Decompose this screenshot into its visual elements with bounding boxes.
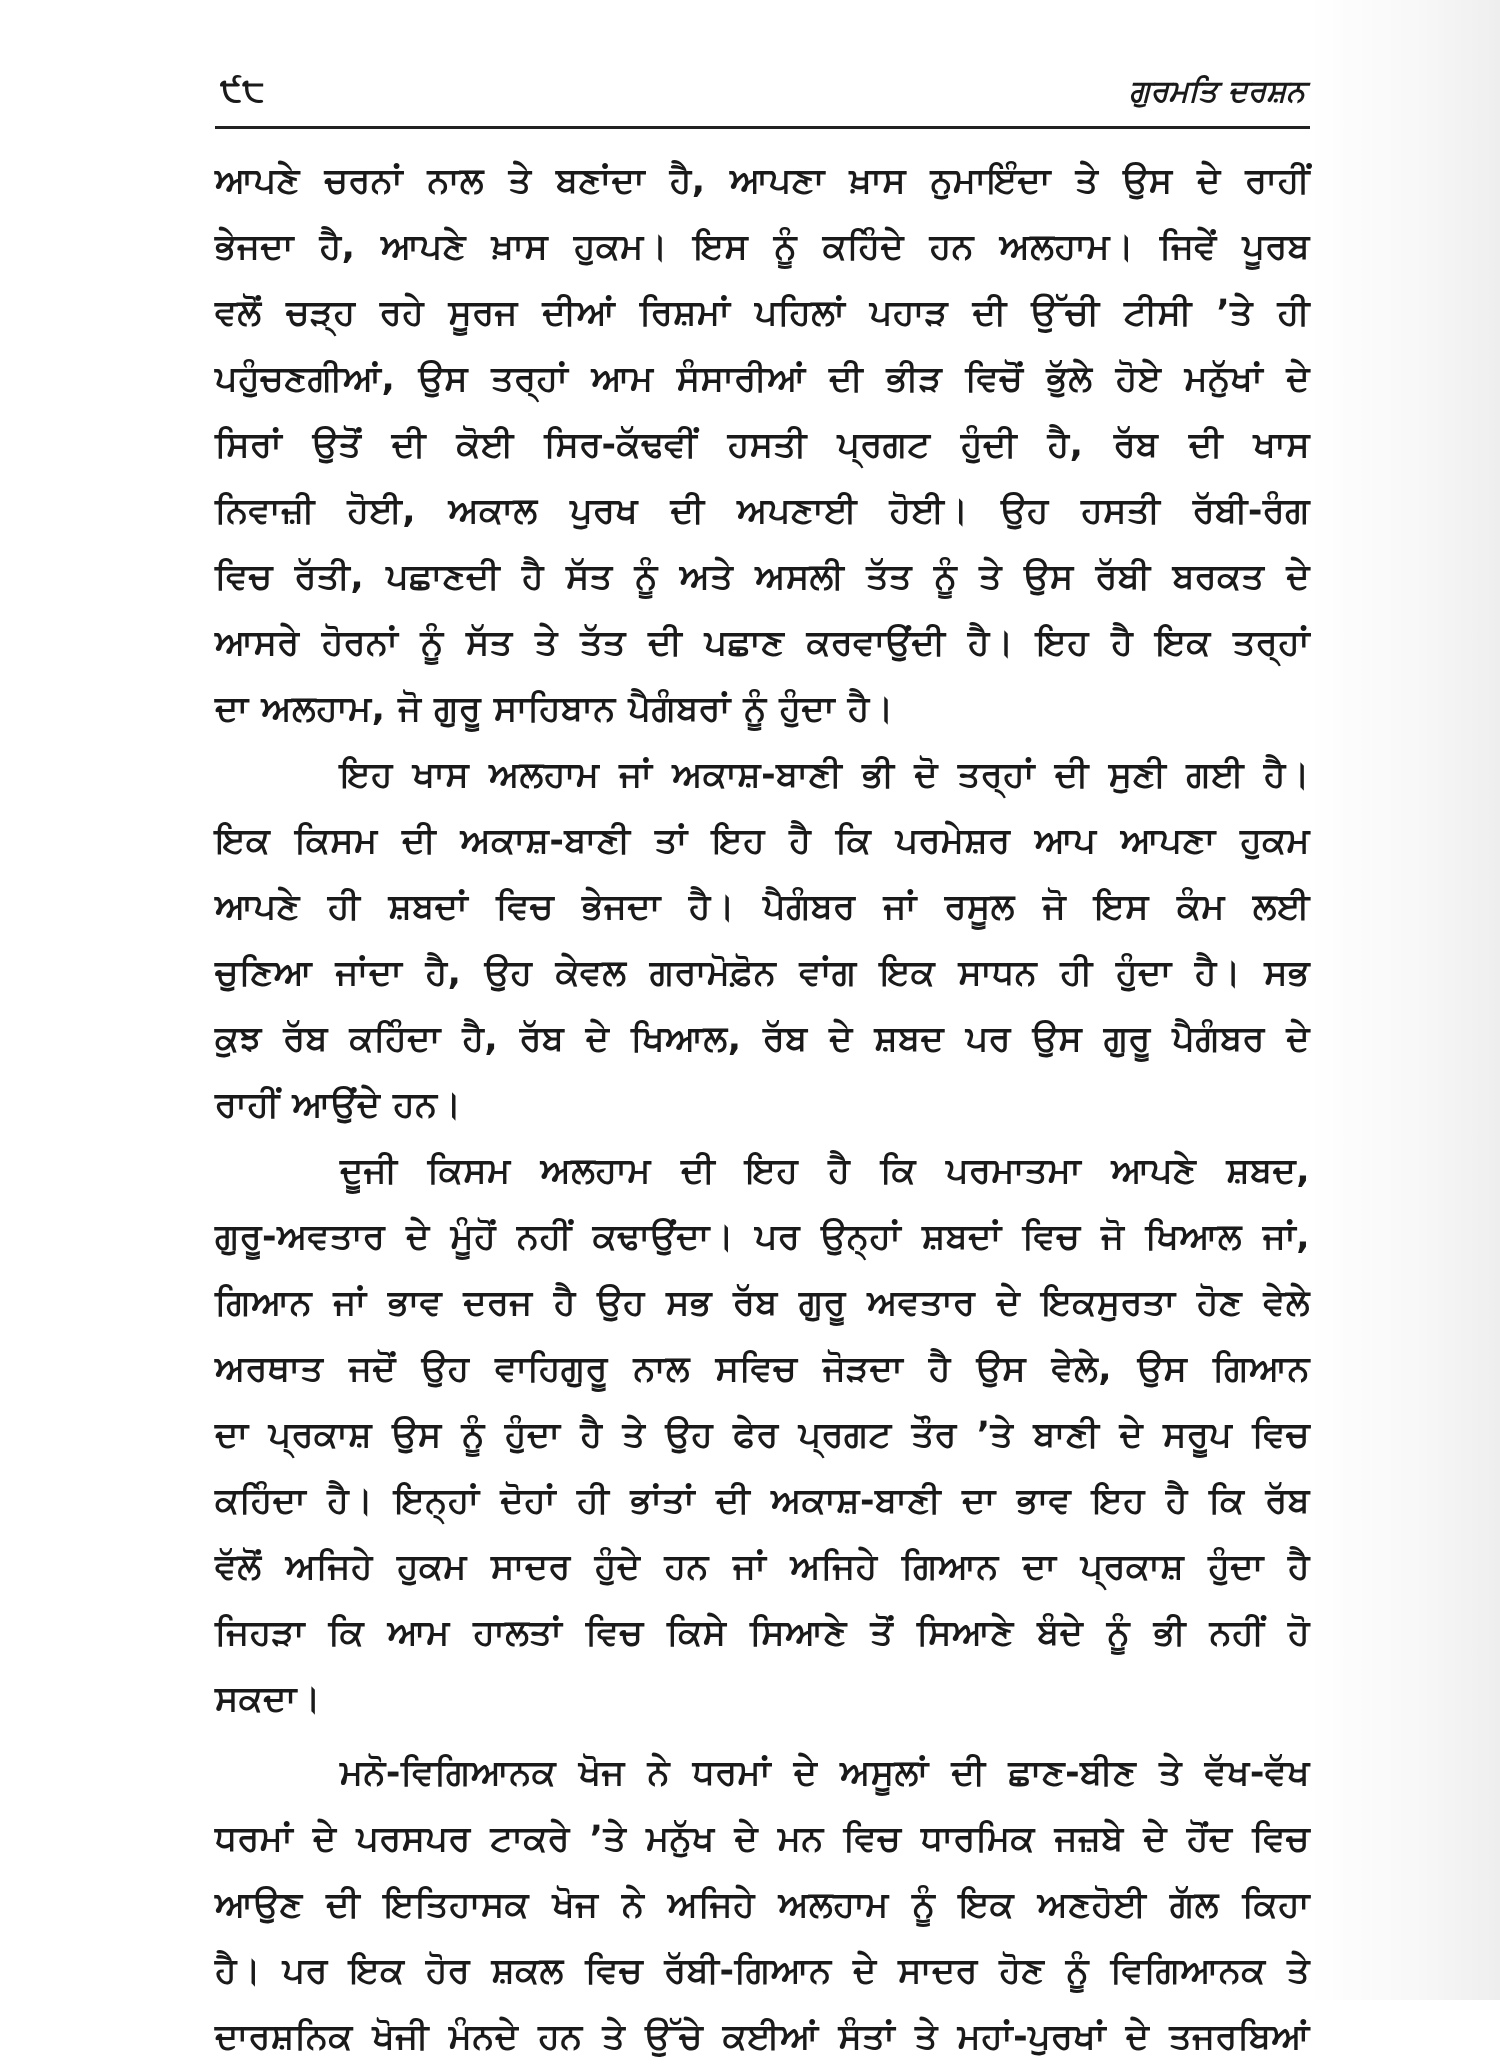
body-text [215, 148, 1310, 2070]
text-line: ਦਾ ਪ੍ਰਕਾਸ਼ ਉਸ ਨੂੰ ਹੁੰਦਾ ਹੈ ਤੇ ਉਹ ਫੇਰ ਪ੍ਰਗਟ ਤੌਰ ’ਤੇ ਬਾਣੀ ਦੇ ਸਰੂਪ ਵਿਚ [215, 1415, 1310, 1455]
paragraph-1 [215, 148, 1310, 742]
text-line: ਪਹੁੰਚਣਗੀਆਂ, ਉਸ ਤਰ੍ਹਾਂ ਆਮ ਸੰਸਾਰੀਆਂ ਦੀ ਭੀੜ ਵਿਚੋਂ ਭੁੱਲੇ ਹੋਏ ਮਨੁੱਖਾਂ ਦੇ [215, 359, 1310, 399]
text-line: ਦਾਰਸ਼ਨਿਕ ਖੋਜੀ ਮੰਨਦੇ ਹਨ ਤੇ ਉੱਚੇ ਕਈਆਂ ਸੰਤਾਂ ਤੇ ਮਹਾਂ-ਪੁਰਖਾਂ ਦੇ ਤਜਰਬਿਆਂ [215, 2017, 1310, 2057]
text-line: ਕੁਝ ਰੱਬ ਕਹਿੰਦਾ ਹੈ, ਰੱਬ ਦੇ ਖਿਆਲ, ਰੱਬ ਦੇ ਸ਼ਬਦ ਪਰ ਉਸ ਗੁਰੂ ਪੈਗੰਬਰ ਦੇ [215, 1019, 1310, 1059]
text-line: ਆਸਰੇ ਹੋਰਨਾਂ ਨੂੰ ਸੱਤ ਤੇ ਤੱਤ ਦੀ ਪਛਾਣ ਕਰਵਾਉਂਦੀ ਹੈ। ਇਹ ਹੈ ਇਕ ਤਰ੍ਹਾਂ [215, 623, 1310, 663]
text-line: ਸਕਦਾ। [215, 1679, 321, 1719]
text-line: ਇਹ ਖਾਸ ਅਲਹਾਮ ਜਾਂ ਅਕਾਸ਼-ਬਾਣੀ ਭੀ ਦੋ ਤਰ੍ਹਾਂ ਦੀ ਸੁਣੀ ਗਈ ਹੈ। [340, 755, 1310, 795]
text-line: ਹੈ। ਪਰ ਇਕ ਹੋਰ ਸ਼ਕਲ ਵਿਚ ਰੱਬੀ-ਗਿਆਨ ਦੇ ਸਾਦਰ ਹੋਣ ਨੂੰ ਵਿਗਿਆਨਕ ਤੇ [215, 1951, 1310, 1991]
text-line: ਅਰਥਾਤ ਜਦੋਂ ਉਹ ਵਾਹਿਗੁਰੂ ਨਾਲ ਸਵਿਚ ਜੋੜਦਾ ਹੈ ਉਸ ਵੇਲੇ, ਉਸ ਗਿਆਨ [215, 1349, 1310, 1389]
text-line: ਚੁਣਿਆ ਜਾਂਦਾ ਹੈ, ਉਹ ਕੇਵਲ ਗਰਾਮੋਫ਼ੋਨ ਵਾਂਗ ਇਕ ਸਾਧਨ ਹੀ ਹੁੰਦਾ ਹੈ। ਸਭ [215, 953, 1310, 993]
paragraph-4 [215, 1740, 1310, 2070]
text-line: ਵਲੋਂ ਚੜ੍ਹ ਰਹੇ ਸੂਰਜ ਦੀਆਂ ਰਿਸ਼ਮਾਂ ਪਹਿਲਾਂ ਪਹਾੜ ਦੀ ਉੱਚੀ ਟੀਸੀ ’ਤੇ ਹੀ [215, 293, 1310, 333]
text-line: ਵੱਲੋਂ ਅਜਿਹੇ ਹੁਕਮ ਸਾਦਰ ਹੁੰਦੇ ਹਨ ਜਾਂ ਅਜਿਹੇ ਗਿਆਨ ਦਾ ਪ੍ਰਕਾਸ਼ ਹੁੰਦਾ ਹੈ [215, 1547, 1310, 1587]
text-line: ਦਾ ਅਲਹਾਮ, ਜੋ ਗੁਰੂ ਸਾਹਿਬਾਨ ਪੈਗੰਬਰਾਂ ਨੂੰ ਹੁੰਦਾ ਹੈ। [215, 689, 894, 729]
page-edge-shadow [1310, 0, 1500, 2000]
running-title: ਗੁਰਮਤਿ ਦਰਸ਼ਨ [1129, 74, 1305, 109]
text-line: ਆਪਣੇ ਚਰਨਾਂ ਨਾਲ ਤੇ ਬਣਾਂਦਾ ਹੈ, ਆਪਣਾ ਖ਼ਾਸ ਨੁਮਾਇੰਦਾ ਤੇ ਉਸ ਦੇ ਰਾਹੀਂ [215, 161, 1310, 201]
text-line: ਮਨੋ-ਵਿਗਿਆਨਕ ਖੋਜ ਨੇ ਧਰਮਾਂ ਦੇ ਅਸੂਲਾਂ ਦੀ ਛਾਣ-ਬੀਣ ਤੇ ਵੱਖ-ਵੱਖ [340, 1753, 1310, 1793]
text-line: ਰਾਹੀਂ ਆਉਂਦੇ ਹਨ। [215, 1085, 462, 1125]
text-line: ਦੂਜੀ ਕਿਸਮ ਅਲਹਾਮ ਦੀ ਇਹ ਹੈ ਕਿ ਪਰਮਾਤਮਾ ਆਪਣੇ ਸ਼ਬਦ, [340, 1151, 1310, 1191]
header-rule [215, 126, 1310, 129]
text-line: ਵਿਚ ਰੱਤੀ, ਪਛਾਣਦੀ ਹੈ ਸੱਤ ਨੂੰ ਅਤੇ ਅਸਲੀ ਤੱਤ ਨੂੰ ਤੇ ਉਸ ਰੱਬੀ ਬਰਕਤ ਦੇ [215, 557, 1310, 597]
text-line: ਧਰਮਾਂ ਦੇ ਪਰਸਪਰ ਟਾਕਰੇ ’ਤੇ ਮਨੁੱਖ ਦੇ ਮਨ ਵਿਚ ਧਾਰਮਿਕ ਜਜ਼ਬੇ ਦੇ ਹੋਂਦ ਵਿਚ [215, 1819, 1310, 1859]
text-line: ਇਕ ਕਿਸਮ ਦੀ ਅਕਾਸ਼-ਬਾਣੀ ਤਾਂ ਇਹ ਹੈ ਕਿ ਪਰਮੇਸ਼ਰ ਆਪ ਆਪਣਾ ਹੁਕਮ [215, 821, 1310, 861]
text-line: ਆਪਣੇ ਹੀ ਸ਼ਬਦਾਂ ਵਿਚ ਭੇਜਦਾ ਹੈ। ਪੈਗੰਬਰ ਜਾਂ ਰਸੂਲ ਜੋ ਇਸ ਕੰਮ ਲਈ [215, 887, 1310, 927]
text-line: ਸਿਰਾਂ ਉਤੋਂ ਦੀ ਕੋਈ ਸਿਰ-ਕੱਢਵੀਂ ਹਸਤੀ ਪ੍ਰਗਟ ਹੁੰਦੀ ਹੈ, ਰੱਬ ਦੀ ਖਾਸ [215, 425, 1310, 465]
text-line: ਨਿਵਾਜ਼ੀ ਹੋਈ, ਅਕਾਲ ਪੁਰਖ ਦੀ ਅਪਣਾਈ ਹੋਈ। ਉਹ ਹਸਤੀ ਰੱਬੀ-ਰੰਗ [215, 491, 1310, 531]
book-page [215, 60, 1310, 2057]
page-header [215, 60, 1310, 120]
text-line: ਭੇਜਦਾ ਹੈ, ਆਪਣੇ ਖ਼ਾਸ ਹੁਕਮ। ਇਸ ਨੂੰ ਕਹਿੰਦੇ ਹਨ ਅਲਹਾਮ। ਜਿਵੇਂ ਪੂਰਬ [215, 227, 1310, 267]
text-line: ਗੁਰੂ-ਅਵਤਾਰ ਦੇ ਮੂੰਹੋਂ ਨਹੀਂ ਕਢਾਉਂਦਾ। ਪਰ ਉਨ੍ਹਾਂ ਸ਼ਬਦਾਂ ਵਿਚ ਜੋ ਖਿਆਲ ਜਾਂ, [215, 1217, 1310, 1257]
text-line: ਕਹਿੰਦਾ ਹੈ। ਇਨ੍ਹਾਂ ਦੋਹਾਂ ਹੀ ਭਾਂਤਾਂ ਦੀ ਅਕਾਸ਼-ਬਾਣੀ ਦਾ ਭਾਵ ਇਹ ਹੈ ਕਿ ਰੱਬ [215, 1481, 1310, 1521]
page-number: ੯੮ [220, 70, 265, 110]
text-line: ਗਿਆਨ ਜਾਂ ਭਾਵ ਦਰਜ ਹੈ ਉਹ ਸਭ ਰੱਬ ਗੁਰੂ ਅਵਤਾਰ ਦੇ ਇਕਸੁਰਤਾ ਹੋਣ ਵੇਲੇ [215, 1283, 1310, 1323]
paragraph-3 [215, 1138, 1310, 1732]
paragraph-2 [215, 742, 1310, 1138]
text-line: ਜਿਹੜਾ ਕਿ ਆਮ ਹਾਲਤਾਂ ਵਿਚ ਕਿਸੇ ਸਿਆਣੇ ਤੋਂ ਸਿਆਣੇ ਬੰਦੇ ਨੂੰ ਭੀ ਨਹੀਂ ਹੋ [215, 1613, 1310, 1653]
text-line: ਆਉਣ ਦੀ ਇਤਿਹਾਸਕ ਖੋਜ ਨੇ ਅਜਿਹੇ ਅਲਹਾਮ ਨੂੰ ਇਕ ਅਣਹੋਈ ਗੱਲ ਕਿਹਾ [215, 1885, 1310, 1925]
